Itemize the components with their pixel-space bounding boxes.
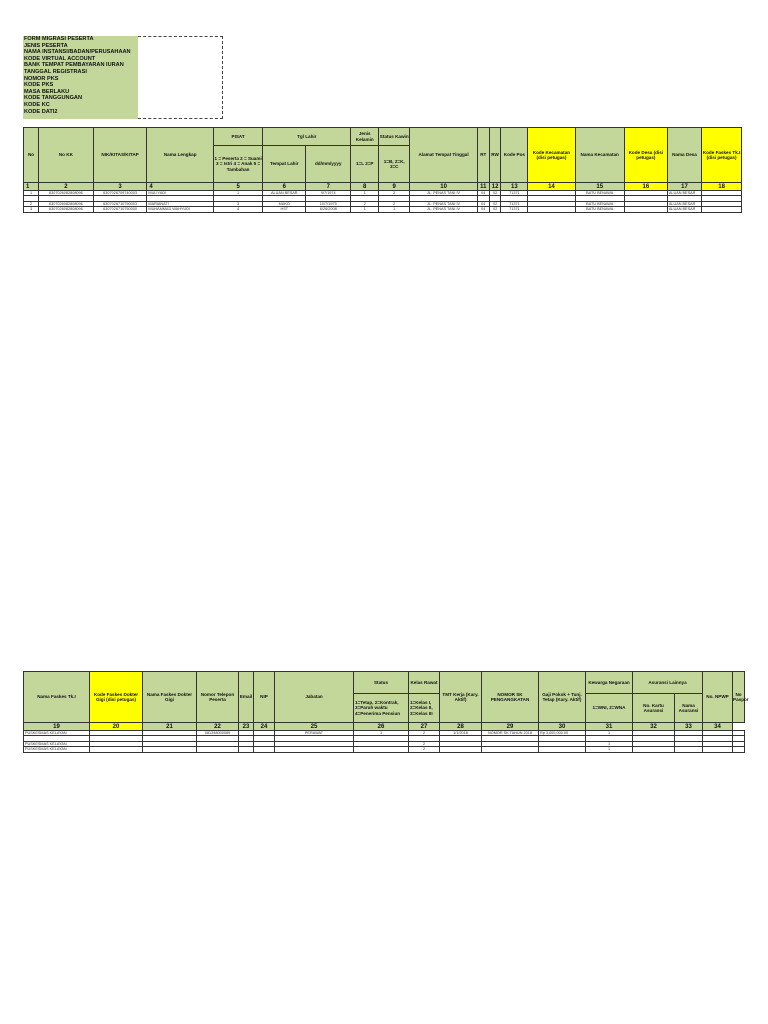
cell-rt[interactable]: 04 [477,191,489,196]
cell-no-kk[interactable]: 6307026082808096 [39,201,94,206]
cell-no[interactable]: 1 [24,191,39,196]
cell-paspor[interactable] [733,747,745,752]
header-kode-faskes-gigi: Kode Faskes Dokter Gigi (disi petugas) [90,672,143,723]
cell-telepon[interactable]: 081348000089 [197,731,239,736]
header-tmt: TMT Kerja (Kary. Aktif) [440,672,482,723]
cell-jabatan[interactable]: PERAWAT [275,731,354,736]
cell-tgl-lahir[interactable]: 6/26/2008 [306,207,351,212]
header-rw: RW [489,128,501,183]
cell-nama-desa[interactable]: ALUAN BESAR [667,201,701,206]
cell-status[interactable]: 1 [354,731,409,736]
col-number: 29 [482,723,539,731]
cell-rt[interactable]: 04 [477,207,489,212]
cell-rt[interactable]: 04 [477,201,489,206]
col-number: 24 [254,723,275,731]
col-number: 33 [675,723,703,731]
form-line: BANK TEMPAT PEMBAYARAN IURAN [24,62,124,69]
form-line: NOMOR PKS [24,75,59,82]
header-pisat: PISAT [213,128,262,146]
header-paspor: No Paspor [733,672,745,723]
cell-nomor-sk[interactable]: NOMOR SK TAHUN 2018 [482,731,539,736]
table-row[interactable] [24,747,745,752]
header-alamat: Alamat Tempat Tinggal [410,128,478,183]
header-status-desc: 1=Tetap, 2=Kontrak, 3=Paruh waktu 4=Penerima Pensiun [354,694,409,723]
form-line: KODE DATI2 [24,108,58,115]
cell-nama-kecamatan[interactable]: BATU BENAWA [575,191,624,196]
header-jenis-kelamin: Jenis Kelamin [351,128,379,146]
form-line: FORM MIGRASI PESERTA [24,36,94,42]
cell-nik[interactable]: 6307026710750003 [93,201,147,206]
cell-status[interactable] [354,747,409,752]
header-nik: NIK/KITAS/KITAP [93,128,147,183]
cell-tgl-lahir[interactable]: 9/7/1974 [306,191,351,196]
cell-no-kk[interactable]: 6307026082808096 [39,207,94,212]
cell-alamat[interactable]: JL. PENAS TANI IV [410,191,478,196]
cell-no[interactable]: 2 [24,201,39,206]
cell-no-kartu-asuransi[interactable] [633,747,675,752]
cell-kelas[interactable]: 2 [409,731,440,736]
cell-kode-faskes[interactable] [702,207,742,212]
col-number: 19 [24,723,90,731]
cell-jk[interactable]: 1 [351,207,379,212]
column-number-row [24,183,742,191]
employment-table [23,671,749,753]
col-number: 34 [703,723,733,731]
col-number: 7 [306,183,351,191]
cell-nomor-sk[interactable] [482,747,539,752]
header-no: No [24,128,39,183]
form-labels [23,36,138,119]
header-nama-desa: Nama Desa [667,128,701,183]
header-status: Status [354,672,409,694]
cell-nama-faskes[interactable]: PUSKESMAS KELAYAN [24,741,90,746]
cell-kelas[interactable]: 2 [409,741,440,746]
cell-kode-desa[interactable] [624,207,667,212]
header-nama-kecamatan: Nama Kecamatan [575,128,624,183]
form-values-box[interactable] [138,36,223,119]
col-number: 20 [90,723,143,731]
header-nama-asuransi: Nama Asuransi [675,694,703,723]
col-number: 8 [351,183,379,191]
form-line: KODE KC [24,101,50,108]
column-number-row [24,723,745,731]
cell-no[interactable]: 3 [24,207,39,212]
header-nama-faskes-gigi: Nama Faskes Dokter Gigi [143,672,197,723]
col-number: 1 [24,183,39,191]
header-nama: Nama Lengkap [147,128,214,183]
cell-telepon[interactable] [197,747,239,752]
header-kelas-desc: 1=Kelas I, 2=Kelas II, 3=Kelas III [409,694,440,723]
header-kode-faskes: Kode Faskes Tk.I (disi petugas) [702,128,742,183]
cell-pisat[interactable]: 1 [213,191,262,196]
cell-nama-faskes[interactable]: PUSKESMAS KELAYAN [24,747,90,752]
cell-nik[interactable]: 6307026709740003 [93,191,147,196]
cell-nama-kecamatan[interactable]: BATU BENAWA [575,201,624,206]
header-pisat-desc: 1 = Peserta 2 = Suami 3 = Istri 4 = Anak 5 = Tambahan [213,146,262,183]
col-number: 14 [528,183,575,191]
header-npwp: No. NPWP [703,672,733,723]
col-number: 3 [93,183,147,191]
cell-nama[interactable]: MULIYADI [147,191,214,196]
col-number: 11 [477,183,489,191]
cell-kewarganegaraan[interactable]: 1 [586,731,633,736]
header-kelas-rawat: Kelas Rawat [409,672,440,694]
cell-nama[interactable]: MUHAMMAD WAHYUDI [147,207,214,212]
cell-nama[interactable]: MARIANATI [147,201,214,206]
col-number: 13 [501,183,528,191]
col-number: 9 [379,183,410,191]
cell-jk[interactable]: 2 [351,201,379,206]
header-no-kartu-asuransi: No. Kartu Asuransi [633,694,675,723]
col-number: 17 [667,183,701,191]
form-line: TANGGAL REGISTRASI [24,68,87,75]
cell-rw[interactable]: 02 [489,191,501,196]
col-number: 21 [143,723,197,731]
col-number: 25 [275,723,354,731]
cell-pisat[interactable]: 4 [213,207,262,212]
col-number: 18 [702,183,742,191]
header-status-kawin: Status Kawin [379,128,410,146]
header-nomor-sk: NOMOR SK PENGANGKATAN [482,672,539,723]
col-number: 30 [539,723,586,731]
cell-no-kk[interactable]: 6307026082808096 [39,191,94,196]
cell-nama-desa[interactable]: ALUAN BESAR [667,191,701,196]
cell-kode-pos[interactable]: 71371 [501,201,528,206]
col-number: 22 [197,723,239,731]
form-line: NAMA INSTANSI/BADAN/PERUSAHAAN [24,49,131,56]
header-no-kk: No KK [39,128,94,183]
header-wn-desc: 1=WNI, 2=WNA [586,694,633,723]
form-line: KODE PKS [24,82,54,89]
col-number: 4 [147,183,214,191]
col-number: 23 [239,723,254,731]
cell-pisat[interactable]: 3 [213,201,262,206]
cell-kode-pos[interactable]: 71371 [501,191,528,196]
header-rt: RT [477,128,489,183]
cell-nik[interactable]: 6307026710750000 [93,207,147,212]
cell-nama-kecamatan[interactable]: BATU BENAWA [575,207,624,212]
cell-rw[interactable]: 02 [489,207,501,212]
header-tgl-format: dd/mm/yyyy [306,146,351,183]
cell-kode-kecamatan[interactable] [528,207,575,212]
col-number: 15 [575,183,624,191]
header-tempat-lahir: Tempat Lahir [263,146,306,183]
cell-alamat[interactable]: JL. PENAS TANI IV [410,201,478,206]
cell-jk[interactable]: 1 [351,191,379,196]
form-line: MASA BERLAKU [24,88,70,95]
cell-jabatan[interactable] [275,747,354,752]
cell-kewarganegaraan[interactable]: 1 [586,747,633,752]
header-kode-desa: Kode Desa (disi petugas) [624,128,667,183]
header-nip: NIP [254,672,275,723]
header-jk-desc: 1=L 2=P [351,146,379,183]
cell-kode-pos[interactable]: 71371 [501,207,528,212]
cell-kawin[interactable]: 1 [379,207,410,212]
cell-nama-asuransi[interactable] [675,747,703,752]
cell-tempat-lahir[interactable]: ALUAN BESAR [263,191,306,196]
col-number: 28 [440,723,482,731]
cell-tgl-lahir[interactable]: 10/7/1975 [306,201,351,206]
col-number: 10 [410,183,478,191]
cell-npwp[interactable] [703,747,733,752]
cell-tmt[interactable] [440,747,482,752]
header-gaji: Gaji Pokok + Tunj. Tetap (Kary. Aktif) [539,672,586,723]
col-number: 27 [409,723,440,731]
header-jabatan: Jabatan [275,672,354,723]
col-number: 16 [624,183,667,191]
cell-tmt[interactable]: 1/1/2018 [440,731,482,736]
header-asuransi-lainnya: Asuransi Lainnya [633,672,703,694]
header-kawin-desc: 1=B, 2=K, 3=C [379,146,410,183]
col-number: 12 [489,183,501,191]
cell-nip[interactable] [254,747,275,752]
cell-kelas[interactable]: 2 [409,747,440,752]
cell-tempat-lahir[interactable]: MAKO [263,201,306,206]
cell-nama-desa[interactable]: ALUAN BESAR [667,207,701,212]
col-number: 26 [354,723,409,731]
col-number: 5 [213,183,262,191]
header-kewarganegaraan: Kewarga Negaraan [586,672,633,694]
col-number: 31 [586,723,633,731]
cell-gaji[interactable]: Rp 3,000,000.00 [539,731,586,736]
cell-rw[interactable]: 02 [489,201,501,206]
header-kode-kecamatan: Kode Kecamatan (disi petugas) [528,128,575,183]
cell-email[interactable] [239,747,254,752]
cell-kewarganegaraan[interactable]: 1 [586,741,633,746]
table-row[interactable] [24,207,742,212]
form-line: JENIS PESERTA [24,42,68,49]
cell-kode-faskes-gigi[interactable] [90,747,143,752]
col-number: 2 [39,183,94,191]
col-number: 32 [633,723,675,731]
cell-kawin[interactable]: 2 [379,201,410,206]
cell-tempat-lahir[interactable]: HST [263,207,306,212]
cell-gaji[interactable] [539,747,586,752]
header-nama-faskes: Nama Faskes Tk.I [24,672,90,723]
header-telepon: Nomor Telepon Peserta [197,672,239,723]
col-number: 6 [263,183,306,191]
header-email: Email [239,672,254,723]
cell-nama-faskes[interactable]: PUSKESMAS KELAYAN [24,731,90,736]
header-kode-pos: Kode Pos [501,128,528,183]
header-tgl-lahir: Tgl Lahir [263,128,351,146]
cell-alamat[interactable]: JL. PENAS TANI IV [410,207,478,212]
participant-table [23,127,742,213]
cell-kawin[interactable]: 2 [379,191,410,196]
form-line: KODE VIRTUAL ACCOUNT [24,55,96,62]
form-line: KODE TANGGUNGAN [24,95,83,102]
cell-nama-faskes-gigi[interactable] [143,747,197,752]
